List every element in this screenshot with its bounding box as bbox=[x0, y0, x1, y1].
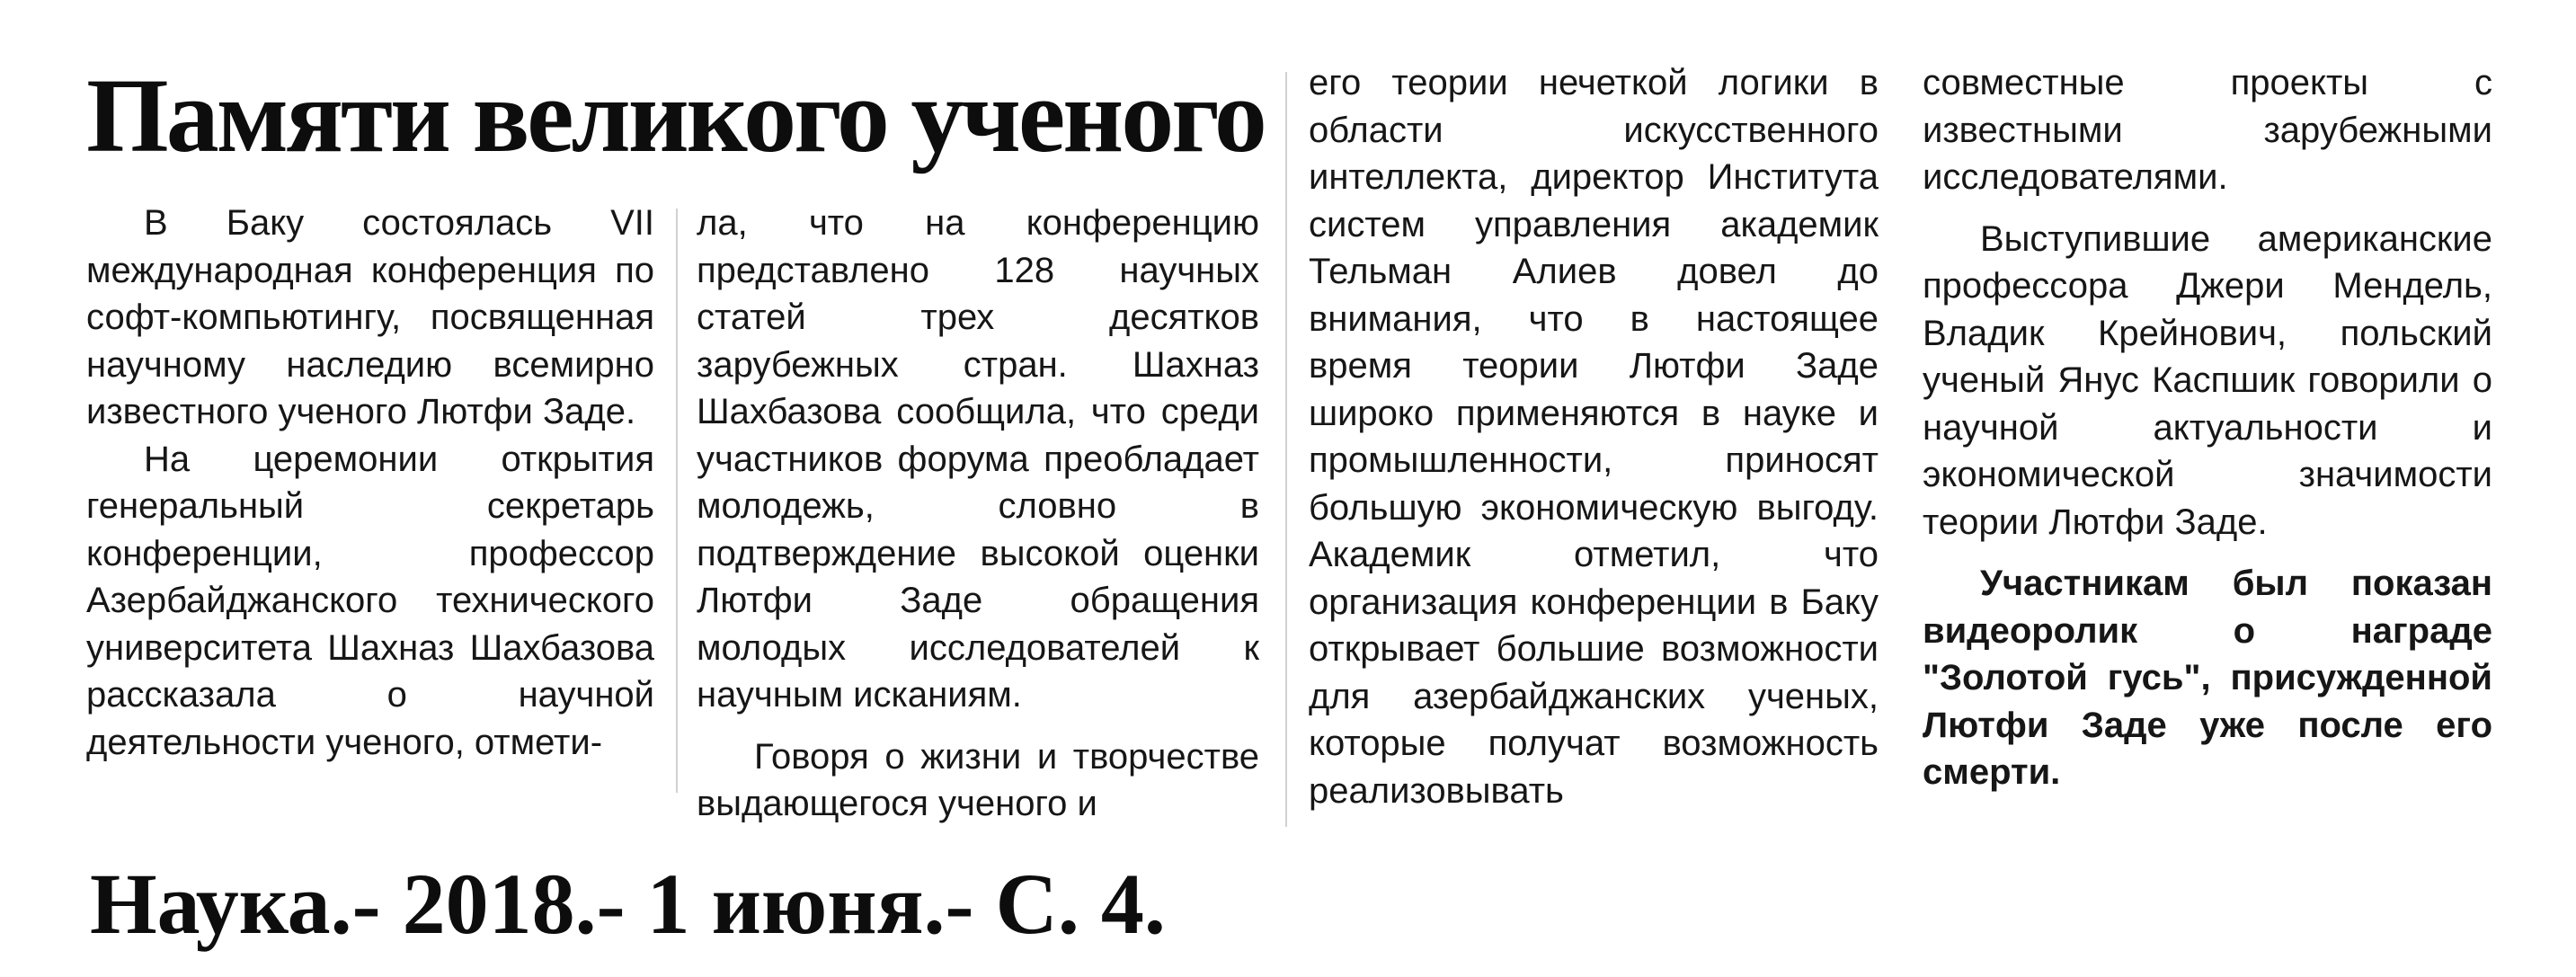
paragraph: Выступившие американские профессора Джери Мендель, Владик Крейнович, польский ученый Янус Каспшик говорили о научной актуальности и экономической значимости теории Лютфи Заде. bbox=[1923, 218, 2492, 542]
paragraph: ла, что на конференцию представлено 128 научных статей трех десятков зарубежных стран. Шахназ Шахбазова сообщила, что среди участников форума преобладает молодежь, словно в подтверждение высокой оценки Лютфи Заде обращения молодых исследователей к научным исканиям. bbox=[697, 203, 1259, 715]
article-column-4 bbox=[1923, 59, 2492, 796]
paragraph: совместные проекты с известными зарубежными исследователями. bbox=[1923, 63, 2492, 197]
paragraph: На церемонии открытия генеральный секретарь конференции, профессор Азербайджанского технического университета Шахназ Шахбазова рассказала о научной деятельности ученого, отмети- bbox=[86, 439, 654, 762]
column-divider bbox=[676, 209, 678, 793]
article-column-2 bbox=[697, 200, 1259, 828]
source-citation: Наука.- 2018.- 1 июня.- С. 4. bbox=[90, 856, 1166, 952]
paragraph: В Баку состоялась VII международная конференция по софт-компьютингу, посвященная научному наследию всемирно известного ученого Лютфи Заде. bbox=[86, 203, 654, 431]
paragraph: его теории нечеткой логики в области искусственного интеллекта, директор Института систем управления академик Тельман Алиев довел до внимания, что в настоящее время теории Лютфи Заде широко применяются в науке и промышленности, приносят большую экономическую выгоду. Академик отметил, что организация конференции в Баку открывает большие возможности для азербайджанских ученых, которые получат возможность реализовывать bbox=[1309, 63, 1879, 811]
column-divider bbox=[1285, 72, 1287, 827]
paragraph: Говоря о жизни и творчестве выдающегося ученого и bbox=[697, 736, 1259, 823]
article-column-3 bbox=[1309, 59, 1879, 814]
article-title: Памяти великого ученого bbox=[86, 57, 1265, 174]
paragraph: Участникам был показан видеоролик о награде "Золотой гусь", присужденной Лютфи Заде уже после его смерти. bbox=[1923, 564, 2492, 792]
article-column-1 bbox=[86, 200, 654, 766]
